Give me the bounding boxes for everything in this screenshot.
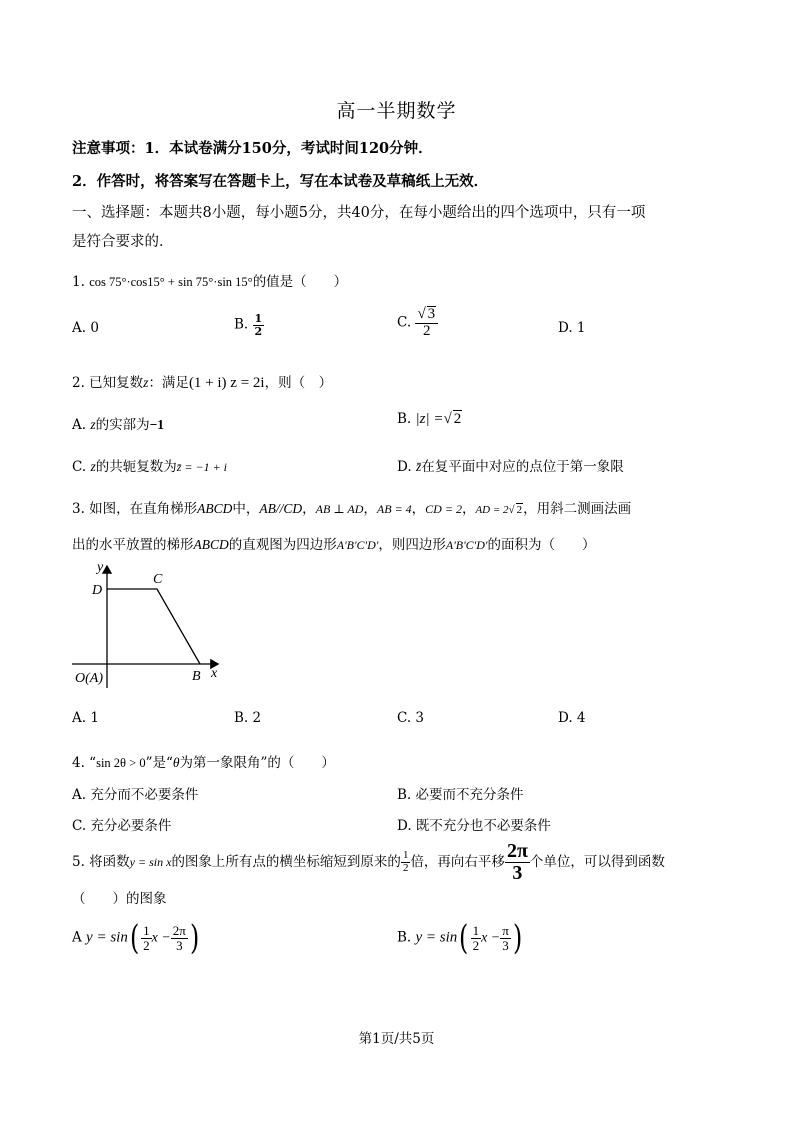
denominator: 3 bbox=[176, 937, 183, 953]
text: 2. 已知复数 bbox=[72, 375, 144, 391]
variable: z̄ bbox=[415, 459, 422, 474]
question-1-number: 1. bbox=[72, 274, 85, 290]
question-4-option-c: C. 充分必要条件 bbox=[72, 818, 172, 834]
question-2-stem bbox=[72, 371, 332, 392]
numerator: 1 bbox=[143, 922, 150, 938]
left-paren: ( bbox=[459, 918, 469, 958]
text: 的实部为 bbox=[95, 417, 150, 433]
question-4-option-d: D. 既不充分也不必要条件 bbox=[397, 818, 551, 834]
variable: z bbox=[90, 417, 96, 432]
question-3-figure bbox=[70, 560, 230, 695]
question-3-option-a: A. 1 bbox=[72, 710, 99, 726]
expression: x − bbox=[151, 930, 171, 946]
text: 为第一象限角”的（ ） bbox=[179, 755, 335, 771]
question-4-stem bbox=[72, 751, 335, 771]
text: ，则（ ） bbox=[264, 375, 333, 391]
expression: sin 2θ > 0 bbox=[96, 756, 146, 770]
question-4-option-b: B. 必要而不充分条件 bbox=[397, 787, 524, 803]
sqrt-icon: √ bbox=[508, 504, 515, 516]
denominator: 2 bbox=[143, 937, 150, 953]
numerator: π bbox=[502, 922, 509, 938]
radicand: 3 bbox=[427, 306, 436, 322]
point-c-label: C bbox=[153, 572, 163, 587]
variable: z bbox=[90, 459, 96, 474]
value: −1 bbox=[149, 417, 165, 432]
text: 个单位，可以得到函数 bbox=[529, 854, 665, 870]
text: ， bbox=[461, 501, 476, 517]
denominator: 3 bbox=[512, 862, 523, 884]
option-label: B. bbox=[397, 411, 412, 427]
option-label: C. bbox=[72, 459, 87, 475]
variable: A'B'C'D' bbox=[336, 538, 379, 552]
option-label: B. bbox=[234, 316, 249, 333]
denominator: 2 bbox=[402, 862, 409, 874]
point-b-label: B bbox=[192, 669, 201, 684]
question-1-option-b bbox=[234, 313, 264, 337]
fraction bbox=[505, 841, 530, 884]
text: 出的水平放置的梯形 bbox=[72, 537, 194, 553]
expression: y = sin bbox=[415, 929, 458, 946]
question-4-option-a: A. 充分而不必要条件 bbox=[72, 787, 199, 803]
trapezoid-edges bbox=[107, 589, 200, 664]
variable: ABCD bbox=[193, 537, 229, 552]
question-5-option-a bbox=[72, 918, 201, 958]
text: 的图象上所有点的横坐标缩短到原来的 bbox=[171, 854, 401, 870]
left-paren: ( bbox=[129, 918, 140, 958]
section-heading-line-1: 一、选择题：本题共8小题，每小题5分，共40分，在每小题给出的四个选项中，只有一项 bbox=[72, 205, 646, 221]
fraction bbox=[253, 313, 265, 337]
denominator: 2 bbox=[423, 322, 431, 339]
question-2-option-a bbox=[72, 413, 164, 433]
fraction bbox=[471, 924, 482, 952]
question-2-option-d bbox=[397, 455, 624, 475]
condition: AB = 4 bbox=[376, 502, 412, 516]
question-1-stem bbox=[72, 270, 347, 290]
condition: AB//CD bbox=[259, 501, 303, 516]
right-paren: ) bbox=[189, 918, 200, 958]
right-paren: ) bbox=[512, 918, 523, 958]
x-axis-label: x bbox=[211, 666, 218, 681]
denominator: 3 bbox=[502, 937, 509, 953]
condition: CD = 2 bbox=[425, 502, 462, 516]
point-d-label: D bbox=[92, 583, 103, 598]
variable: A'B'C'D' bbox=[445, 538, 488, 552]
sqrt-icon: √ bbox=[417, 306, 426, 322]
question-3-option-b: B. 2 bbox=[234, 710, 262, 726]
page-footer: 第1页/共5页 bbox=[358, 1031, 435, 1047]
question-1-option-d: D. 1 bbox=[558, 320, 586, 336]
notice-line-2: 2．作答时，将答案写在答题卡上，写在本试卷及草稿纸上无效． bbox=[72, 173, 489, 190]
variable: θ bbox=[172, 755, 180, 770]
expression: x − bbox=[481, 930, 501, 946]
fraction bbox=[500, 924, 511, 952]
fraction bbox=[401, 850, 411, 874]
numerator: 1 bbox=[472, 922, 480, 938]
option-label: D. bbox=[397, 459, 412, 475]
numerator: 2π bbox=[506, 840, 528, 862]
value: z̄ = −1 + i bbox=[176, 460, 227, 474]
origin-label: O(A) bbox=[75, 671, 103, 686]
text: ，则四边形 bbox=[378, 537, 446, 553]
notice-line-1: 注意事项：1．本试卷满分150分，考试时间120分钟． bbox=[72, 140, 433, 157]
fraction bbox=[141, 924, 152, 952]
question-3-stem-line-2 bbox=[72, 533, 595, 553]
page-title: 高一半期数学 bbox=[336, 100, 457, 122]
y-axis-label: y bbox=[97, 560, 104, 575]
option-label: A. bbox=[72, 417, 87, 433]
text: 的面积为（ ） bbox=[487, 537, 596, 553]
condition: AD = 2 bbox=[475, 504, 509, 516]
question-3-option-c: C. 3 bbox=[397, 710, 425, 726]
question-2-option-b bbox=[397, 410, 462, 428]
text: 5. 将函数 bbox=[72, 854, 130, 870]
question-3-stem-line-1 bbox=[72, 497, 631, 517]
option-label: C. bbox=[397, 314, 412, 331]
variable: z bbox=[143, 375, 149, 390]
numerator: 1 bbox=[402, 849, 409, 862]
question-3-option-d: D. 4 bbox=[558, 710, 586, 726]
fraction bbox=[171, 924, 188, 952]
text: 4. “ bbox=[72, 755, 97, 771]
text: ”是“ bbox=[145, 755, 173, 771]
equation: (1 + i) z = 2i bbox=[188, 375, 265, 391]
text: ，用斜二测画法画 bbox=[523, 501, 632, 517]
section-heading-line-2: 是符合要求的． bbox=[72, 234, 174, 250]
text: ， bbox=[302, 501, 316, 517]
text: ， bbox=[411, 501, 426, 517]
text: 倍，再向右平移 bbox=[410, 854, 505, 870]
text: 的共轭复数为 bbox=[95, 459, 177, 475]
radicand: 2 bbox=[453, 411, 462, 427]
denominator: 2 bbox=[472, 937, 480, 953]
text: ：满足 bbox=[148, 375, 189, 391]
radicand: 2 bbox=[516, 504, 523, 516]
text: 中， bbox=[232, 501, 260, 517]
text: 3. 如图，在直角梯形 bbox=[72, 501, 198, 517]
question-1-option-c bbox=[397, 306, 438, 340]
question-5-stem-line-1 bbox=[72, 841, 665, 884]
numerator: 2π bbox=[172, 922, 186, 938]
question-1-option-a: A. 0 bbox=[72, 320, 99, 336]
question-1-tail: 的值是（ ） bbox=[252, 274, 348, 290]
sqrt-icon: √ bbox=[443, 411, 452, 427]
question-2-option-c bbox=[72, 455, 227, 475]
text: 在复平面中对应的点位于第一象限 bbox=[421, 459, 624, 475]
function: y = sin x bbox=[129, 855, 172, 869]
lhs: |z| = bbox=[415, 411, 444, 427]
question-1-expression: cos 75°·cos15° + sin 75°·sin 15° bbox=[89, 275, 253, 289]
option-label: A bbox=[72, 929, 82, 946]
fraction bbox=[415, 306, 438, 340]
question-5-stem-line-2: （ ）的图象 bbox=[72, 891, 167, 907]
condition: AB ⊥ AD bbox=[315, 502, 364, 516]
expression: y = sin bbox=[86, 929, 128, 946]
denominator: 2 bbox=[254, 324, 263, 338]
option-label: B. bbox=[397, 929, 412, 946]
variable: ABCD bbox=[197, 501, 233, 516]
text: ， bbox=[363, 501, 377, 517]
text: 的直观图为四边形 bbox=[228, 537, 337, 553]
numerator: 1 bbox=[254, 312, 263, 325]
question-5-option-b bbox=[397, 918, 524, 958]
